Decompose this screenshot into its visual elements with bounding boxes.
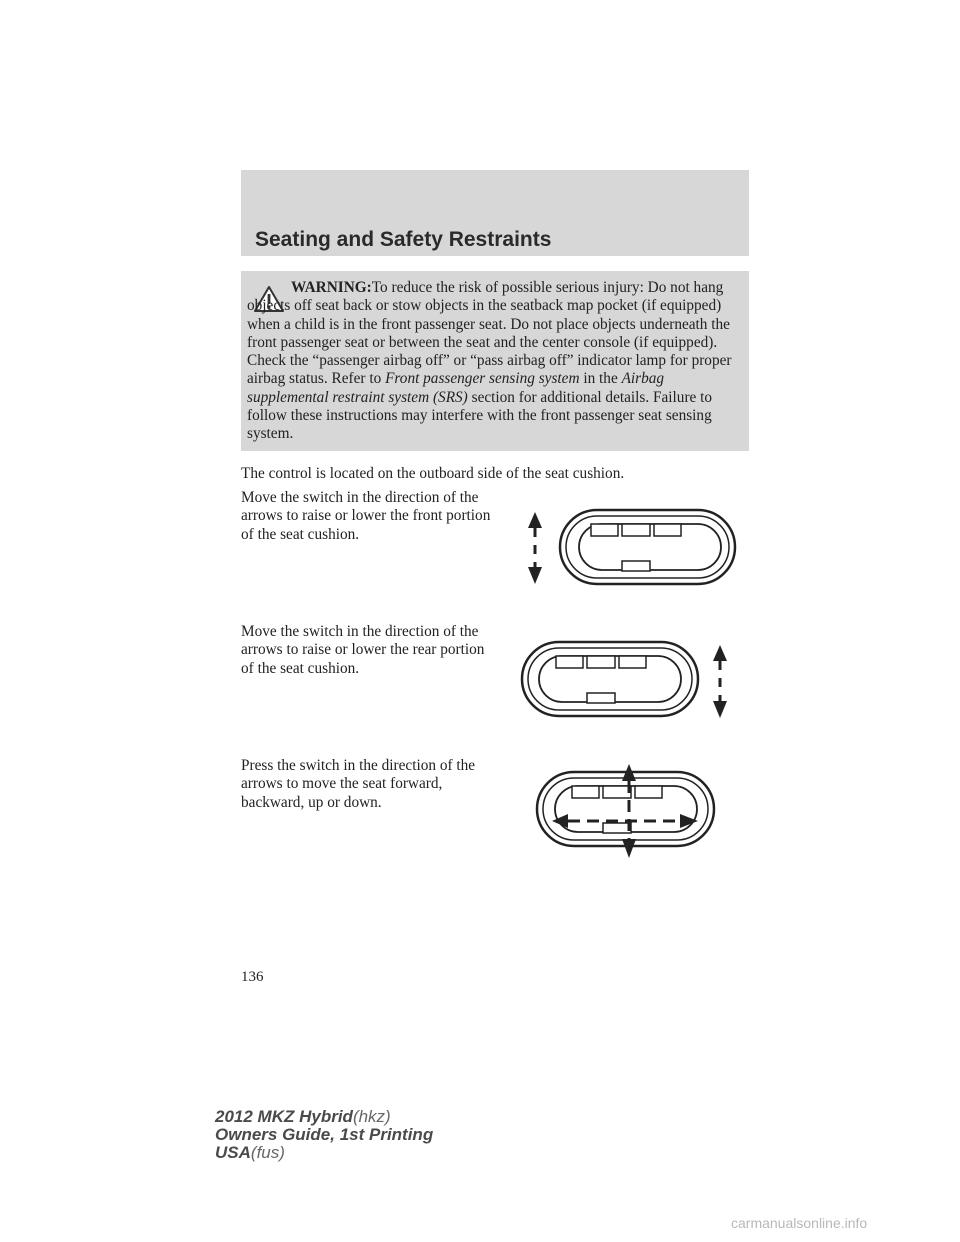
warning-label: WARNING: [291, 279, 372, 296]
warning-text [247, 279, 744, 444]
footer-market: USA [215, 1143, 251, 1162]
document-footer [215, 1108, 433, 1162]
warning-box [241, 271, 749, 451]
warning-reference-2: Airbag supplemental restraint system (SRS) [247, 370, 665, 406]
section-header [241, 170, 749, 256]
section-title: Seating and Safety Restraints [255, 228, 552, 251]
warning-body-1: To reduce the risk of possible serious injury: Do not hang objects off seat back or stow objects in the seatback map pocket (if equipped) when a child is in the front passenger seat. Do not place objects underneath the front passenger seat or between the seat and the center console (if equipped). Check the “passenger airbag off” or “pass airbag off” indicator lamp for proper airbag status. Refer to [247, 279, 732, 388]
footer-market-code: (fus) [250, 1143, 285, 1162]
rear-cushion-switch-icon [520, 639, 740, 721]
page-number: 136 [241, 969, 264, 985]
rear-cushion-instruction: Move the switch in the direction of the arrows to raise or lower the rear portion of the seat cushion. [241, 623, 485, 677]
warning-body-2: in the [579, 370, 622, 388]
footer-model-code: (hkz) [352, 1107, 391, 1126]
footer-model: 2012 MKZ Hybrid [215, 1107, 353, 1126]
front-cushion-instruction: Move the switch in the direction of the arrows to raise or lower the front portion of the seat cushion. [241, 489, 491, 543]
seat-position-instruction: Press the switch in the direction of the arrows to move the seat forward, backward, up or down. [241, 757, 476, 811]
intro-paragraph: The control is located on the outboard side of the seat cushion. [241, 465, 625, 482]
warning-body-3: section for additional details. Failure to follow these instructions may interfere with the front passenger seat sensing system. [247, 388, 713, 443]
warning-reference-1: Front passenger sensing system [385, 370, 580, 388]
footer-printing: Owners Guide, 1st Printing [215, 1125, 434, 1144]
seat-position-switch-icon [534, 755, 718, 863]
front-cushion-switch-icon [520, 505, 740, 590]
watermark: carmanualsonline.info [731, 1215, 868, 1231]
